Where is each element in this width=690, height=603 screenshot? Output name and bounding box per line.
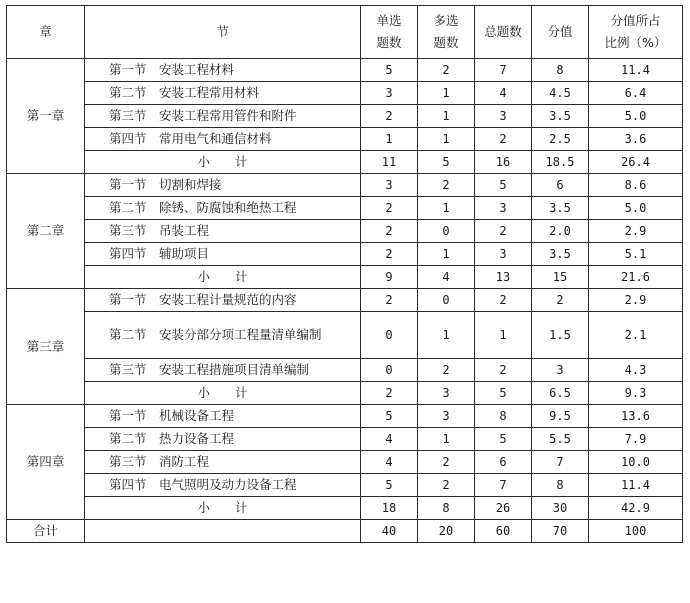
subtotal-row [7, 151, 683, 174]
table-row [7, 474, 683, 497]
score-cell: 4.5 [532, 82, 589, 105]
single-cell: 2 [361, 105, 418, 128]
section-cell: 第二节 热力设备工程 [85, 428, 361, 451]
total-cell: 3 [475, 243, 532, 266]
grand-total-row [7, 520, 683, 543]
table-row [7, 359, 683, 382]
section-cell: 第二节 安装分部分项工程量清单编制 [85, 312, 361, 359]
section-cell: 第一节 机械设备工程 [85, 405, 361, 428]
multi-cell: 2 [418, 59, 475, 82]
subtotal-row [7, 266, 683, 289]
single-cell: 2 [361, 220, 418, 243]
multi-cell: 4 [418, 266, 475, 289]
single-cell: 4 [361, 451, 418, 474]
multi-cell: 2 [418, 474, 475, 497]
subtotal-label: 小 计 [85, 266, 361, 289]
total-cell: 5 [475, 174, 532, 197]
total-cell: 2 [475, 289, 532, 312]
score-cell: 18.5 [532, 151, 589, 174]
single-cell: 5 [361, 59, 418, 82]
section-cell: 第一节 切割和焊接 [85, 174, 361, 197]
total-cell: 26 [475, 497, 532, 520]
header-multi-choice [418, 6, 475, 59]
section-cell: 第四节 常用电气和通信材料 [85, 128, 361, 151]
header-single-choice [361, 6, 418, 59]
score-cell: 6 [532, 174, 589, 197]
chapter-cell: 第二章 [7, 174, 85, 289]
section-cell: 第二节 除锈、防腐蚀和绝热工程 [85, 197, 361, 220]
multi-cell: 1 [418, 243, 475, 266]
total-cell: 2 [475, 359, 532, 382]
subtotal-label: 小 计 [85, 497, 361, 520]
ratio-cell: 7.9 [589, 428, 683, 451]
score-cell: 3.5 [532, 197, 589, 220]
single-cell: 3 [361, 174, 418, 197]
chapter-cell: 第四章 [7, 405, 85, 520]
subtotal-row [7, 497, 683, 520]
score-cell: 1.5 [532, 312, 589, 359]
total-cell: 7 [475, 474, 532, 497]
grand-total-label: 合计 [7, 520, 85, 543]
chapter-cell: 第一章 [7, 59, 85, 174]
multi-cell: 0 [418, 289, 475, 312]
score-cell: 5.5 [532, 428, 589, 451]
section-cell: 第四节 辅助项目 [85, 243, 361, 266]
ratio-cell: 13.6 [589, 405, 683, 428]
section-cell: 第三节 安装工程措施项目清单编制 [85, 359, 361, 382]
header-score: 分值 [532, 6, 589, 59]
ratio-cell: 9.3 [589, 382, 683, 405]
grand-total-section [85, 520, 361, 543]
ratio-cell: 6.4 [589, 82, 683, 105]
table-row [7, 405, 683, 428]
single-cell: 4 [361, 428, 418, 451]
single-cell: 0 [361, 312, 418, 359]
single-cell: 2 [361, 382, 418, 405]
total-cell: 6 [475, 451, 532, 474]
table-body [7, 59, 683, 543]
header-multi-choice-text: 多选 题数 [433, 13, 459, 50]
single-cell: 2 [361, 243, 418, 266]
ratio-cell: 42.9 [589, 497, 683, 520]
ratio-cell: 3.6 [589, 128, 683, 151]
section-cell: 第一节 安装工程材料 [85, 59, 361, 82]
ratio-cell: 21.6 [589, 266, 683, 289]
header-score-ratio-text: 分值所占 比例（%） [604, 13, 667, 50]
ratio-cell: 8.6 [589, 174, 683, 197]
ratio-cell: 2.9 [589, 289, 683, 312]
table-row [7, 451, 683, 474]
total-cell: 13 [475, 266, 532, 289]
total-cell: 1 [475, 312, 532, 359]
header-single-choice-text: 单选 题数 [376, 13, 402, 50]
multi-cell: 20 [418, 520, 475, 543]
score-cell: 30 [532, 497, 589, 520]
single-cell: 11 [361, 151, 418, 174]
multi-cell: 1 [418, 428, 475, 451]
ratio-cell: 5.1 [589, 243, 683, 266]
ratio-cell: 10.0 [589, 451, 683, 474]
total-cell: 7 [475, 59, 532, 82]
table-row [7, 428, 683, 451]
total-cell: 8 [475, 405, 532, 428]
ratio-cell: 11.4 [589, 474, 683, 497]
subtotal-row [7, 382, 683, 405]
subtotal-label: 小 计 [85, 151, 361, 174]
score-cell: 2.0 [532, 220, 589, 243]
chapter-cell: 第三章 [7, 289, 85, 405]
score-cell: 9.5 [532, 405, 589, 428]
score-cell: 2.5 [532, 128, 589, 151]
multi-cell: 2 [418, 174, 475, 197]
ratio-cell: 26.4 [589, 151, 683, 174]
multi-cell: 8 [418, 497, 475, 520]
total-cell: 4 [475, 82, 532, 105]
multi-cell: 1 [418, 197, 475, 220]
total-cell: 16 [475, 151, 532, 174]
score-cell: 3 [532, 359, 589, 382]
ratio-cell: 2.1 [589, 312, 683, 359]
score-cell: 2 [532, 289, 589, 312]
multi-cell: 1 [418, 105, 475, 128]
score-cell: 70 [532, 520, 589, 543]
table-row [7, 82, 683, 105]
header-section: 节 [85, 6, 361, 59]
header-total-questions: 总题数 [475, 6, 532, 59]
single-cell: 2 [361, 197, 418, 220]
section-cell: 第一节 安装工程计量规范的内容 [85, 289, 361, 312]
multi-cell: 0 [418, 220, 475, 243]
subtotal-label: 小 计 [85, 382, 361, 405]
multi-cell: 1 [418, 312, 475, 359]
table-row [7, 197, 683, 220]
single-cell: 0 [361, 359, 418, 382]
table-row [7, 289, 683, 312]
score-cell: 15 [532, 266, 589, 289]
score-cell: 7 [532, 451, 589, 474]
ratio-cell: 100 [589, 520, 683, 543]
table-row [7, 128, 683, 151]
section-cell: 第二节 安装工程常用材料 [85, 82, 361, 105]
total-cell: 5 [475, 428, 532, 451]
ratio-cell: 5.0 [589, 105, 683, 128]
single-cell: 40 [361, 520, 418, 543]
total-cell: 2 [475, 128, 532, 151]
total-cell: 5 [475, 382, 532, 405]
single-cell: 1 [361, 128, 418, 151]
section-cell: 第三节 消防工程 [85, 451, 361, 474]
multi-cell: 1 [418, 82, 475, 105]
table-row [7, 243, 683, 266]
table-row [7, 105, 683, 128]
total-cell: 2 [475, 220, 532, 243]
single-cell: 5 [361, 474, 418, 497]
single-cell: 18 [361, 497, 418, 520]
score-cell: 3.5 [532, 105, 589, 128]
header-chapter: 章 [7, 6, 85, 59]
total-cell: 60 [475, 520, 532, 543]
single-cell: 9 [361, 266, 418, 289]
table-row [7, 220, 683, 243]
multi-cell: 3 [418, 405, 475, 428]
score-cell: 8 [532, 474, 589, 497]
multi-cell: 1 [418, 128, 475, 151]
multi-cell: 5 [418, 151, 475, 174]
ratio-cell: 2.9 [589, 220, 683, 243]
table-row [7, 312, 683, 359]
exam-distribution-table [6, 5, 683, 543]
single-cell: 5 [361, 405, 418, 428]
ratio-cell: 11.4 [589, 59, 683, 82]
section-cell: 第四节 电气照明及动力设备工程 [85, 474, 361, 497]
ratio-cell: 4.3 [589, 359, 683, 382]
score-cell: 6.5 [532, 382, 589, 405]
multi-cell: 2 [418, 451, 475, 474]
table-row [7, 174, 683, 197]
total-cell: 3 [475, 105, 532, 128]
header-score-ratio [589, 6, 683, 59]
total-cell: 3 [475, 197, 532, 220]
single-cell: 3 [361, 82, 418, 105]
multi-cell: 3 [418, 382, 475, 405]
ratio-cell: 5.0 [589, 197, 683, 220]
table-row [7, 59, 683, 82]
score-cell: 8 [532, 59, 589, 82]
score-cell: 3.5 [532, 243, 589, 266]
section-cell: 第三节 安装工程常用管件和附件 [85, 105, 361, 128]
multi-cell: 2 [418, 359, 475, 382]
section-cell: 第三节 吊装工程 [85, 220, 361, 243]
single-cell: 2 [361, 289, 418, 312]
